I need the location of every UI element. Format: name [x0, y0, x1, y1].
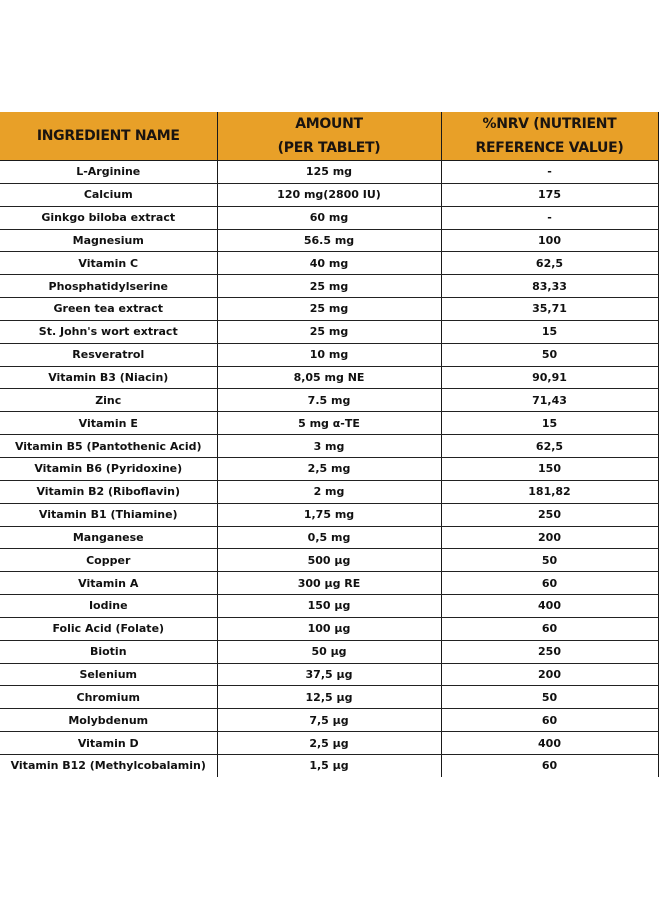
amount-cell: 5 mg α-TE: [217, 412, 441, 435]
amount-cell: 56.5 mg: [217, 229, 441, 252]
amount-cell: 150 µg: [217, 595, 441, 618]
amount-cell: 25 mg: [217, 275, 441, 298]
amount-cell: 40 mg: [217, 252, 441, 275]
amount-cell: 2 mg: [217, 480, 441, 503]
nrv-cell: 15: [441, 320, 658, 343]
table-row: [0, 206, 658, 229]
ingredient-name-cell: L-Arginine: [0, 161, 217, 184]
nrv-cell: 15: [441, 412, 658, 435]
ingredient-name-cell: Resveratrol: [0, 343, 217, 366]
ingredient-name-cell: Green tea extract: [0, 298, 217, 321]
header-amount: [217, 112, 441, 161]
ingredient-name-cell: St. John's wort extract: [0, 320, 217, 343]
table-row: [0, 754, 658, 776]
ingredient-name-cell: Vitamin B3 (Niacin): [0, 366, 217, 389]
header-row: [0, 112, 658, 161]
ingredient-name-cell: Ginkgo biloba extract: [0, 206, 217, 229]
amount-cell: 25 mg: [217, 298, 441, 321]
table-row: [0, 366, 658, 389]
nrv-cell: 175: [441, 183, 658, 206]
nrv-cell: -: [441, 161, 658, 184]
table-body: [0, 161, 658, 777]
ingredient-name-cell: Copper: [0, 549, 217, 572]
nrv-cell: 83,33: [441, 275, 658, 298]
table-row: [0, 457, 658, 480]
nrv-cell: 60: [441, 754, 658, 776]
table-row: [0, 686, 658, 709]
nrv-cell: 50: [441, 343, 658, 366]
table-row: [0, 549, 658, 572]
nrv-cell: 71,43: [441, 389, 658, 412]
nrv-cell: -: [441, 206, 658, 229]
header-nrv-line-2: REFERENCE VALUE): [475, 140, 624, 156]
nrv-cell: 200: [441, 526, 658, 549]
amount-cell: 10 mg: [217, 343, 441, 366]
ingredient-name-cell: Vitamin D: [0, 732, 217, 755]
amount-cell: 120 mg(2800 IU): [217, 183, 441, 206]
amount-cell: 60 mg: [217, 206, 441, 229]
nrv-cell: 400: [441, 732, 658, 755]
ingredient-name-cell: Vitamin E: [0, 412, 217, 435]
header-amount-line-2: (PER TABLET): [277, 140, 381, 156]
ingredient-name-cell: Vitamin A: [0, 572, 217, 595]
amount-cell: 1,75 mg: [217, 503, 441, 526]
ingredient-name-cell: Vitamin B6 (Pyridoxine): [0, 457, 217, 480]
table-row: [0, 595, 658, 618]
table-row: [0, 709, 658, 732]
ingredient-name-cell: Phosphatidylserine: [0, 275, 217, 298]
ingredient-name-cell: Biotin: [0, 640, 217, 663]
ingredient-name-cell: Vitamin B1 (Thiamine): [0, 503, 217, 526]
table-row: [0, 320, 658, 343]
nrv-cell: 250: [441, 503, 658, 526]
ingredient-name-cell: Zinc: [0, 389, 217, 412]
table-row: [0, 183, 658, 206]
amount-cell: 300 µg RE: [217, 572, 441, 595]
amount-cell: 1,5 µg: [217, 754, 441, 776]
header-nrv-line-1: %NRV (NUTRIENT: [482, 116, 617, 132]
amount-cell: 125 mg: [217, 161, 441, 184]
nrv-cell: 200: [441, 663, 658, 686]
nutrition-table: [0, 112, 659, 777]
ingredient-name-cell: Vitamin B12 (Methylcobalamin): [0, 754, 217, 776]
amount-cell: 25 mg: [217, 320, 441, 343]
table-row: [0, 503, 658, 526]
nrv-cell: 60: [441, 709, 658, 732]
ingredient-name-cell: Manganese: [0, 526, 217, 549]
ingredient-name-cell: Molybdenum: [0, 709, 217, 732]
nutrition-table-container: [0, 112, 660, 777]
nrv-cell: 50: [441, 549, 658, 572]
nrv-cell: 35,71: [441, 298, 658, 321]
table-row: [0, 412, 658, 435]
amount-cell: 3 mg: [217, 435, 441, 458]
nrv-cell: 60: [441, 617, 658, 640]
amount-cell: 8,05 mg NE: [217, 366, 441, 389]
nrv-cell: 250: [441, 640, 658, 663]
ingredient-name-cell: Chromium: [0, 686, 217, 709]
table-row: [0, 617, 658, 640]
table-row: [0, 298, 658, 321]
ingredient-name-cell: Vitamin C: [0, 252, 217, 275]
header-amount-line-1: AMOUNT: [295, 116, 363, 132]
table-row: [0, 640, 658, 663]
amount-cell: 12,5 µg: [217, 686, 441, 709]
amount-cell: 50 µg: [217, 640, 441, 663]
amount-cell: 100 µg: [217, 617, 441, 640]
ingredient-name-cell: Calcium: [0, 183, 217, 206]
table-row: [0, 343, 658, 366]
ingredient-name-cell: Folic Acid (Folate): [0, 617, 217, 640]
table-row: [0, 732, 658, 755]
table-row: [0, 252, 658, 275]
header-ingredient-name: [0, 112, 217, 161]
table-row: [0, 275, 658, 298]
amount-cell: 500 µg: [217, 549, 441, 572]
nrv-cell: 50: [441, 686, 658, 709]
nrv-cell: 62,5: [441, 252, 658, 275]
table-row: [0, 480, 658, 503]
table-row: [0, 161, 658, 184]
nrv-cell: 62,5: [441, 435, 658, 458]
amount-cell: 0,5 mg: [217, 526, 441, 549]
table-row: [0, 526, 658, 549]
table-row: [0, 229, 658, 252]
table-header: [0, 112, 658, 161]
amount-cell: 2,5 µg: [217, 732, 441, 755]
table-row: [0, 435, 658, 458]
nrv-cell: 60: [441, 572, 658, 595]
table-row: [0, 389, 658, 412]
ingredient-name-cell: Vitamin B2 (Riboflavin): [0, 480, 217, 503]
ingredient-name-cell: Selenium: [0, 663, 217, 686]
table-row: [0, 572, 658, 595]
nrv-cell: 90,91: [441, 366, 658, 389]
nrv-cell: 100: [441, 229, 658, 252]
nrv-cell: 181,82: [441, 480, 658, 503]
amount-cell: 7,5 µg: [217, 709, 441, 732]
amount-cell: 37,5 µg: [217, 663, 441, 686]
header-ingredient-name-line: INGREDIENT NAME: [36, 128, 180, 144]
ingredient-name-cell: Iodine: [0, 595, 217, 618]
ingredient-name-cell: Vitamin B5 (Pantothenic Acid): [0, 435, 217, 458]
ingredient-name-cell: Magnesium: [0, 229, 217, 252]
header-nrv: [441, 112, 658, 161]
table-row: [0, 663, 658, 686]
nrv-cell: 150: [441, 457, 658, 480]
amount-cell: 2,5 mg: [217, 457, 441, 480]
nrv-cell: 400: [441, 595, 658, 618]
amount-cell: 7.5 mg: [217, 389, 441, 412]
